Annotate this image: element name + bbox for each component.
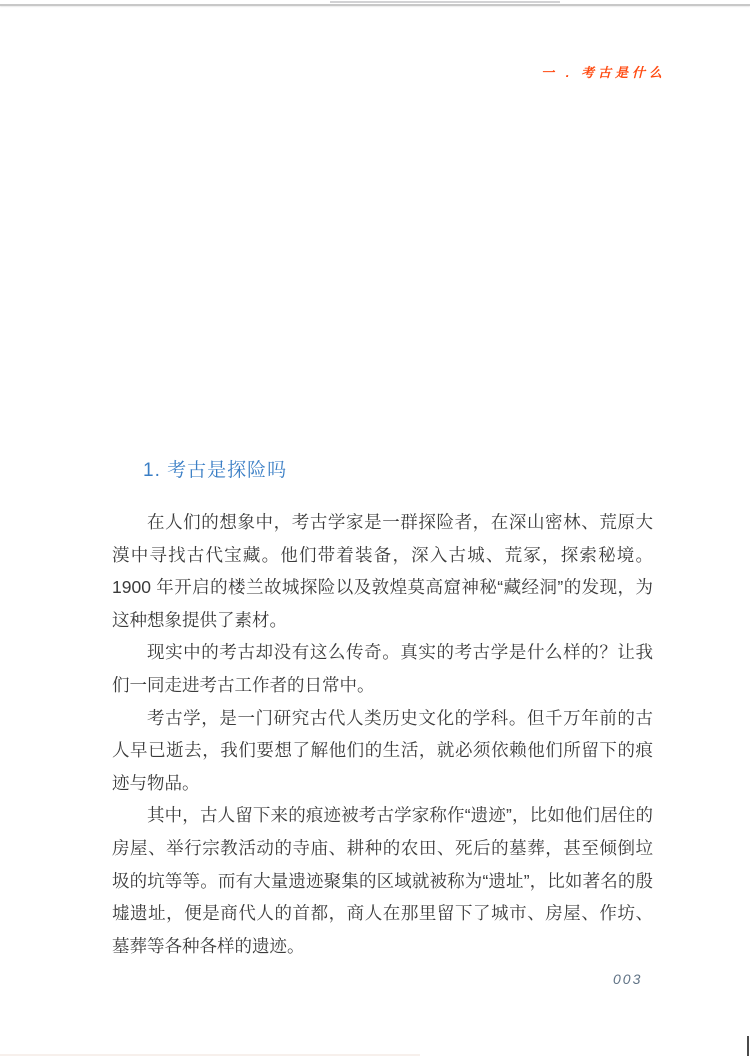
paragraph: 现实中的考古却没有这么传奇。真实的考古学是什么样的？让我们一同走进考古工作者的日常中。	[112, 642, 653, 695]
page-number: 003	[613, 971, 643, 987]
paragraph: 考古学，是一门研究古代人类历史文化的学科。但千万年前的古人早已逝去，我们要想了解他们的生活，就必须依赖他们所留下的痕迹与物品。	[112, 707, 653, 793]
scrollbar-fragment[interactable]	[747, 1036, 749, 1056]
page-separator-short-line	[330, 1, 560, 3]
paragraph: 在人们的想象中，考古学家是一群探险者，在深山密林、荒原大漠中寻找古代宝藏。他们带着装备，深入古城、荒冢，探索秘境。1900 年开启的楼兰故城探险以及敦煌莫高窟神秘“藏经洞”的发现，为这种想象提供了素材。	[112, 512, 653, 630]
paragraph: 其中，古人留下来的痕迹被考古学家称作“遗迹”，比如他们居住的房屋、举行宗教活动的寺庙、耕种的农田、死后的墓葬，甚至倾倒垃圾的坑等等。而有大量遗迹聚集的区域就被称为“遗址”，比如著名的殷墟遗址，便是商代人的首都，商人在那里留下了城市、房屋、作坊、墓葬等各种各样的遗迹。	[112, 805, 653, 956]
section-heading: 1. 考古是探险吗	[143, 460, 288, 481]
page-separator-line	[0, 4, 750, 6]
chapter-running-header: 一 . 考古是什么	[541, 65, 666, 80]
body-text-block	[112, 506, 653, 962]
